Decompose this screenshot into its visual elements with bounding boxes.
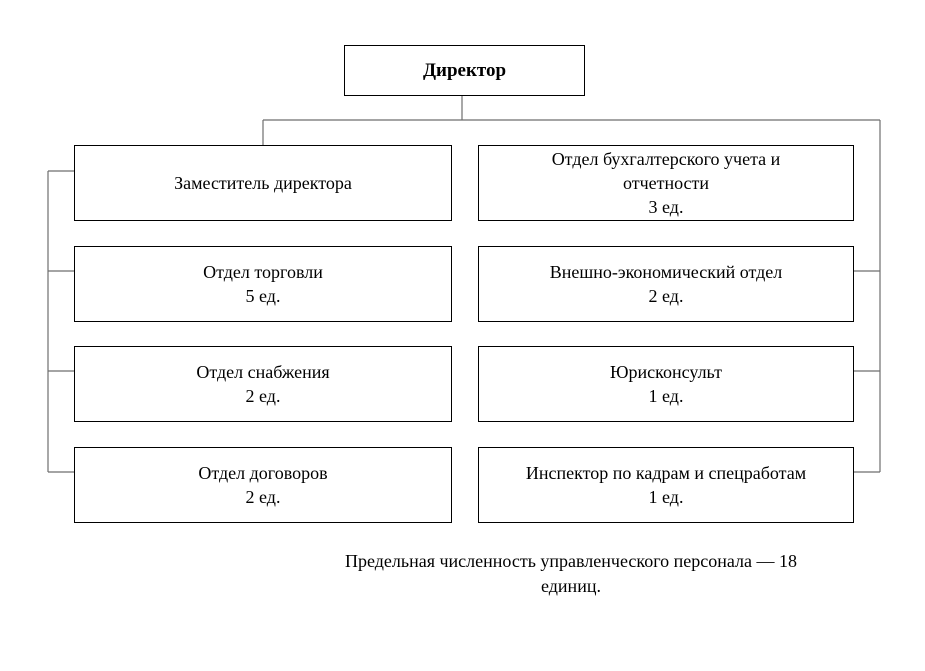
deputy-director-label: Заместитель директора: [174, 173, 352, 193]
legal-counsel-count: 1 ед.: [648, 386, 684, 406]
accounting-department-count: 3 ед.: [648, 197, 684, 217]
contracts-department-label: Отдел договоров: [198, 463, 328, 483]
supply-department-box: [74, 346, 452, 422]
foreign-economic-department-count: 2 ед.: [648, 286, 684, 306]
supply-department-count: 2 ед.: [245, 386, 281, 406]
hr-inspector-label: Инспектор по кадрам и спецработам: [525, 463, 807, 483]
deputy-director-box: [74, 145, 452, 221]
director-box: [344, 45, 585, 96]
staff-limit-note-line1: Предельная численность управленческого персонала — 18: [344, 551, 797, 571]
trade-department-label: Отдел торговли: [203, 262, 323, 282]
contracts-department-count: 2 ед.: [245, 487, 281, 507]
supply-department-label: Отдел снабжения: [196, 362, 330, 382]
contracts-department-box: [74, 447, 452, 523]
trade-department-count: 5 ед.: [245, 286, 281, 306]
foreign-economic-department-label: Внешно-экономический отдел: [549, 262, 783, 282]
accounting-department-box: [478, 145, 854, 221]
foreign-economic-department-box: [478, 246, 854, 322]
staff-limit-note-line2: единиц.: [541, 576, 601, 596]
trade-department-box: [74, 246, 452, 322]
legal-counsel-label: Юрисконсульт: [610, 362, 722, 382]
staff-limit-note: [300, 549, 842, 599]
hr-inspector-count: 1 ед.: [648, 487, 684, 507]
director-label: Директор: [422, 59, 507, 81]
accounting-department-label-line1: Отдел бухгалтерского учета и: [551, 149, 781, 169]
accounting-department-label-line2: отчетности: [622, 173, 710, 193]
hr-inspector-box: [478, 447, 854, 523]
legal-counsel-box: [478, 346, 854, 422]
